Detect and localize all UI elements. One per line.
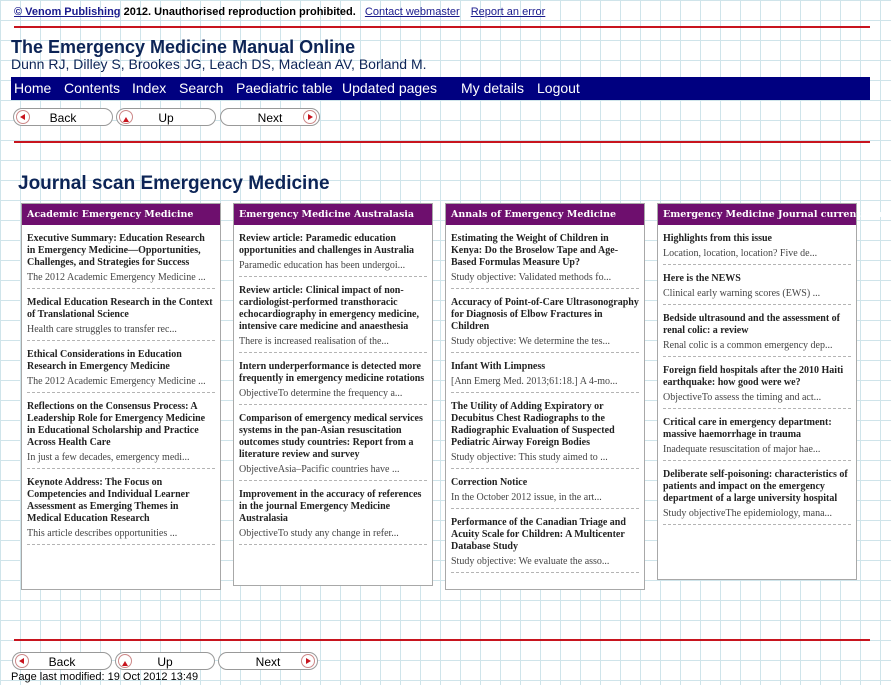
article-item[interactable]: Ethical Considerations in Education Research in Emergency Medicine The 2012 Academic Emergency Medicine ... [27,341,215,393]
article-item[interactable]: Performance of the Canadian Triage and Acuity Scale for Children: A Multicenter Database Study Study objective: We evaluate the asso... [451,509,639,573]
nav-contents[interactable]: Contents [64,80,121,96]
article-item[interactable]: Foreign field hospitals after the 2010 Haiti earthquake: how good were we? ObjectiveTo assess the timing and act... [663,357,851,409]
journal-column-emj [657,203,891,580]
divider-top [14,26,870,28]
article-item[interactable]: Medical Education Research in the Context of Translational Science Health care struggles to transfer rec... [27,289,215,341]
article-item[interactable]: Estimating the Weight of Children in Kenya: Do the Broselow Tape and Age-Based Formulas Measure Up? Study objective: Validated methods fo... [451,225,639,289]
article-item[interactable]: The Utility of Adding Expiratory or Decubitus Chest Radiographs to the Radiographic Evaluation of Suspected Pediatric Airway Foreign Bodies Study objective: This study aimed to ... [451,393,639,469]
nav-search[interactable]: Search [179,80,224,96]
article-item[interactable]: Correction Notice In the October 2012 issue, in the art... [451,469,639,509]
article-item[interactable]: Highlights from this issue Location, location, location? Five de... [663,225,851,265]
article-item[interactable]: Comparison of emergency medical services systems in the pan-Asian resuscitation outcomes study countries: Report from a literature review and survey ObjectiveAsia–Pacific countries have ... [239,405,427,481]
article-item[interactable]: Deliberate self-poisoning: characteristics of patients and impact on the emergency department of a large university hospital Study objectiveThe epidemiology, mana... [663,461,851,525]
article-item[interactable]: Executive Summary: Education Research in Emergency Medicine—Opportunities, Challenges, and Strategies for Success The 2012 Academic Emergency Medicine ... [27,225,215,289]
journal-column-australasia [233,203,433,586]
article-item[interactable]: Accuracy of Point-of-Care Ultrasonography for Diagnosis of Elbow Fractures in Children Study objective: We determine the tes... [451,289,639,353]
article-item[interactable]: Bedside ultrasound and the assessment of renal colic: a review Renal colic is a common emergency dep... [663,305,851,357]
copyright-link[interactable]: © Venom Publishing [14,6,121,18]
page-title: Journal scan Emergency Medicine [18,173,330,194]
next-button[interactable]: Next [220,108,320,126]
article-item[interactable]: Infant With Limpness [Ann Emerg Med. 2013;61:18.] A 4-mo... [451,353,639,393]
column-heading[interactable]: Emergency Medicine Australasia [234,204,432,225]
app-title: The Emergency Medicine Manual Online [11,37,356,57]
authors-line: Dunn RJ, Dilley S, Brookes JG, Leach DS, Maclean AV, Borland M. [11,56,427,72]
column-heading[interactable]: Annals of Emergency Medicine [446,204,644,225]
next-button-bottom[interactable]: Next [218,652,318,670]
article-item[interactable]: Keynote Address: The Focus on Competencies and Individual Learner Assessment as Emerging Themes in Medical Education Research This article describes opportunities ... [27,469,215,545]
copyright-text: 2012. Unauthorised reproduction prohibited. [123,6,356,18]
back-button-bottom[interactable]: Back [12,652,112,670]
article-item[interactable]: Review article: Clinical impact of non-cardiologist-performed transthoracic echocardiography in emergency medicine, intensive care medicine and anaesthesia There is increased realisation of the... [239,277,427,353]
nav-paediatric-table[interactable]: Paediatric table [236,80,333,96]
divider-upper [14,141,870,143]
journal-column-annals [445,203,645,590]
up-button-bottom[interactable]: Up [115,652,215,670]
divider-bottom [14,639,870,641]
back-button[interactable]: Back [13,108,113,126]
article-item[interactable]: Critical care in emergency department: massive haemorrhage in trauma Inadequate resuscitation of major hae... [663,409,851,461]
contact-webmaster-link[interactable]: Contact webmaster [364,6,460,18]
top-info-bar [14,6,553,18]
nav-logout[interactable]: Logout [537,80,580,96]
last-modified: Page last modified: 19 Oct 2012 13:49 [11,671,199,683]
main-nav [11,77,870,100]
nav-index[interactable]: Index [132,80,167,96]
column-heading[interactable]: Academic Emergency Medicine [22,204,220,225]
column-heading[interactable]: Emergency Medicine Journal current issue [658,204,856,225]
nav-updated-pages[interactable]: Updated pages [342,80,437,96]
article-item[interactable]: Review article: Paramedic education opportunities and challenges in Australia Paramedic education has been undergoi... [239,225,427,277]
article-item[interactable]: Here is the NEWS Clinical early warning scores (EWS) ... [663,265,851,305]
article-item[interactable]: Improvement in the accuracy of references in the journal Emergency Medicine Australasia ObjectiveTo study any change in refer... [239,481,427,545]
article-item[interactable]: Intern underperformance is detected more frequently in emergency medicine rotations ObjectiveTo determine the frequency a... [239,353,427,405]
nav-home[interactable]: Home [14,80,52,96]
nav-my-details[interactable]: My details [461,80,525,96]
journal-column-academic [21,203,221,590]
up-button[interactable]: Up [116,108,216,126]
article-item[interactable]: Reflections on the Consensus Process: A Leadership Role for Emergency Medicine in Educational Scholarship and Practice Across Health Care In just a few decades, emergency medi... [27,393,215,469]
report-error-link[interactable]: Report an error [470,6,546,18]
